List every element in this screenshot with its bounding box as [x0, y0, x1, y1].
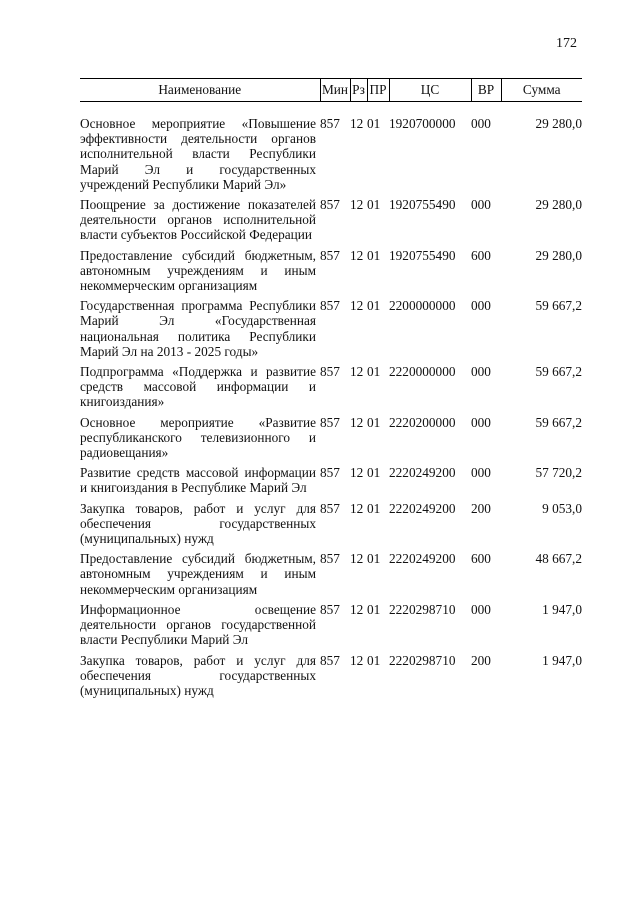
row-rz-cell: 12 [350, 298, 364, 314]
row-cs-cell: 2220298710 [389, 652, 456, 668]
row-rz-cell: 12 [350, 364, 364, 380]
row-min-cell: 857 [320, 298, 340, 314]
row-name-cell: Основное мероприятие «Развитие республиканского телевизионного и радиовещания» [80, 414, 316, 461]
row-vr-cell: 000 [471, 116, 491, 131]
table-row [80, 501, 582, 552]
row-rz-cell: 12 [350, 551, 364, 567]
row-sum-cell: 29 280,0 [535, 197, 582, 213]
row-sum-cell: 29 280,0 [535, 247, 582, 263]
row-rz-cell: 12 [350, 601, 364, 617]
row-sum-cell: 57 720,2 [535, 465, 582, 481]
row-min-cell: 857 [320, 601, 340, 617]
row-min-cell: 857 [320, 364, 340, 380]
row-cs-cell: 2220000000 [389, 364, 456, 380]
row-vr-cell: 600 [471, 247, 491, 263]
row-vr-cell: 200 [471, 652, 491, 668]
row-pr-cell: 01 [367, 364, 381, 380]
table-row [80, 116, 582, 197]
budget-table [80, 78, 582, 703]
row-vr-cell: 600 [471, 551, 491, 567]
row-min-cell: 857 [320, 652, 340, 668]
row-min-cell: 857 [320, 551, 340, 567]
row-name-cell: Государственная программа Республики Марий Эл «Государственная национальная политика Республики Марий Эл на 2013 - 2025 годы» [80, 298, 316, 359]
table-row [80, 653, 582, 704]
column-header-vr: ВР [471, 79, 501, 102]
row-vr-cell: 000 [471, 197, 491, 213]
row-name-cell: Подпрограмма «Поддержка и развитие средств массовой информации и книгоиздания» [80, 364, 316, 410]
page-number: 172 [556, 36, 577, 51]
table-header-row [80, 79, 582, 102]
row-cs-cell: 2220298710 [389, 601, 456, 617]
row-vr-cell: 000 [471, 414, 491, 430]
row-sum-cell: 59 667,2 [535, 414, 582, 430]
row-vr-cell: 000 [471, 364, 491, 380]
row-cs-cell: 1920755490 [389, 197, 456, 213]
row-min-cell: 857 [320, 197, 340, 213]
row-pr-cell: 01 [367, 414, 381, 430]
column-header-sum: Сумма [501, 79, 582, 102]
row-name-cell: Развитие средств массовой информации и книгоиздания в Республике Марий Эл [80, 465, 316, 496]
table-row [80, 298, 582, 364]
row-rz-cell: 12 [350, 247, 364, 263]
row-cs-cell: 2220200000 [389, 414, 456, 430]
row-cs-cell: 2220249200 [389, 551, 456, 567]
table-row [80, 465, 582, 500]
row-pr-cell: 01 [367, 116, 381, 131]
column-header-min: Мин [320, 79, 350, 102]
table-row [80, 197, 582, 248]
column-header-pr: ПР [367, 79, 389, 102]
row-sum-cell: 9 053,0 [542, 500, 582, 516]
row-cs-cell: 2220249200 [389, 465, 456, 481]
row-rz-cell: 12 [350, 116, 364, 131]
row-sum-cell: 29 280,0 [535, 116, 582, 131]
row-name-cell: Основное мероприятие «Повышение эффективности деятельности органов исполнительной власти Республики Марий Эл и государственных учреждений Республики Марий Эл» [80, 116, 316, 192]
row-rz-cell: 12 [350, 465, 364, 481]
row-name-cell: Предоставление субсидий бюджетным, автономным учреждениям и иным некоммерческим организациям [80, 551, 316, 597]
row-pr-cell: 01 [367, 465, 381, 481]
row-sum-cell: 59 667,2 [535, 298, 582, 314]
row-cs-cell: 2220249200 [389, 500, 456, 516]
row-name-cell: Предоставление субсидий бюджетным, автономным учреждениям и иным некоммерческим организациям [80, 247, 316, 294]
row-min-cell: 857 [320, 414, 340, 430]
row-vr-cell: 000 [471, 298, 491, 314]
row-vr-cell: 000 [471, 601, 491, 617]
row-sum-cell: 59 667,2 [535, 364, 582, 380]
column-header-cs: ЦС [389, 79, 471, 102]
row-name-cell: Закупка товаров, работ и услуг для обеспечения государственных (муниципальных) нужд [80, 652, 316, 698]
row-pr-cell: 01 [367, 500, 381, 516]
row-pr-cell: 01 [367, 247, 381, 263]
row-pr-cell: 01 [367, 551, 381, 567]
row-pr-cell: 01 [367, 601, 381, 617]
table-row [80, 248, 582, 299]
row-pr-cell: 01 [367, 652, 381, 668]
row-min-cell: 857 [320, 465, 340, 481]
row-vr-cell: 000 [471, 465, 491, 481]
row-sum-cell: 1 947,0 [542, 601, 582, 617]
row-rz-cell: 12 [350, 197, 364, 213]
row-pr-cell: 01 [367, 197, 381, 213]
row-rz-cell: 12 [350, 414, 364, 430]
column-header-rz: Рз [350, 79, 367, 102]
table-row [80, 415, 582, 466]
row-sum-cell: 48 667,2 [535, 551, 582, 567]
row-cs-cell: 2200000000 [389, 298, 456, 314]
row-sum-cell: 1 947,0 [542, 652, 582, 668]
row-rz-cell: 12 [350, 500, 364, 516]
row-cs-cell: 1920755490 [389, 247, 456, 263]
row-min-cell: 857 [320, 500, 340, 516]
row-name-cell: Информационное освещение деятельности органов государственной власти Республики Марий Эл [80, 601, 316, 648]
row-pr-cell: 01 [367, 298, 381, 314]
row-min-cell: 857 [320, 116, 340, 131]
table-body [80, 102, 582, 704]
table-spacer-row [80, 102, 582, 117]
table-row [80, 602, 582, 653]
row-name-cell: Закупка товаров, работ и услуг для обеспечения государственных (муниципальных) нужд [80, 500, 316, 547]
row-rz-cell: 12 [350, 652, 364, 668]
row-vr-cell: 200 [471, 500, 491, 516]
table-row [80, 551, 582, 602]
row-cs-cell: 1920700000 [389, 116, 456, 131]
column-header-name: Наименование [80, 79, 320, 102]
row-min-cell: 857 [320, 247, 340, 263]
row-name-cell: Поощрение за достижение показателей деятельности органов исполнительной власти субъектов Российской Федерации [80, 197, 316, 243]
table-row [80, 364, 582, 415]
